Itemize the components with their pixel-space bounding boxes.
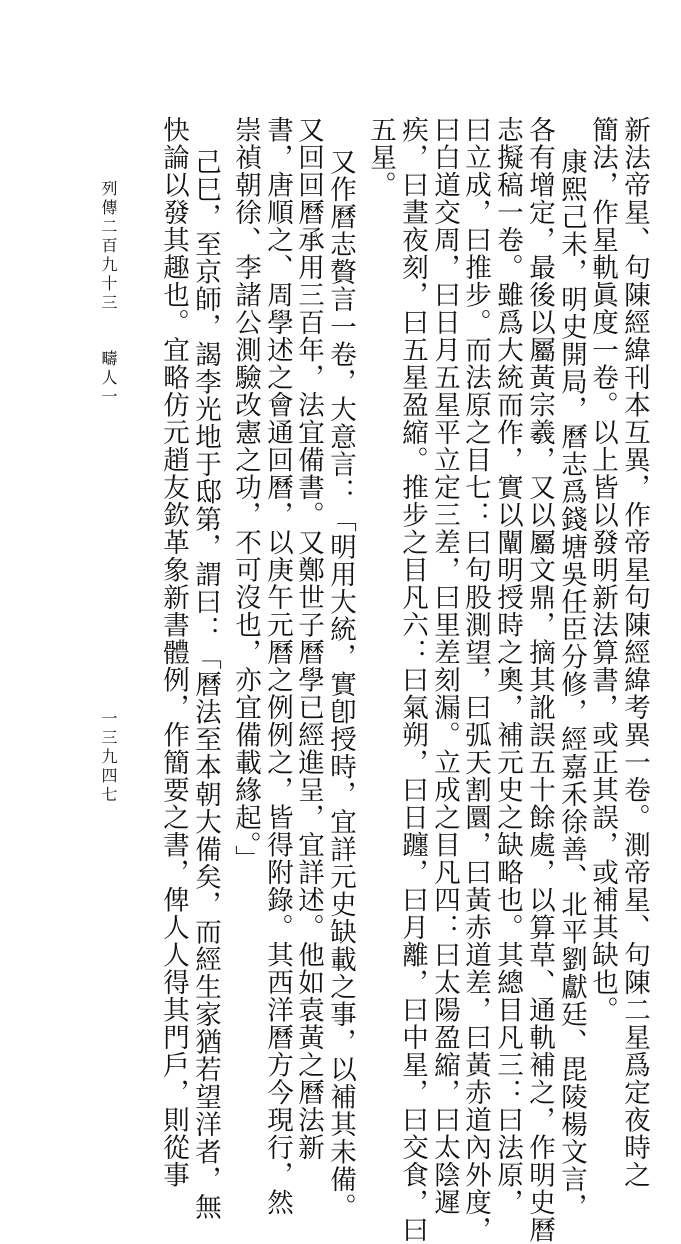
text-column: 疾，曰晝夜刻，曰五星盈縮。推步之目凡六：曰氣朔，曰日躔，曰月離，曰中星，曰交食，曰 — [397, 116, 428, 1244]
text-column: 曰白道交周，曰日月五星平立定三差，曰里差刻漏。立成之目凡四：曰太陽盈縮，曰太陰遲 — [429, 116, 460, 1216]
text-column: 書，唐順之、周學述之會通回曆，以庚午元曆之例例之，皆得附錄。其西洋曆方今現行，然 — [262, 116, 293, 1216]
text-column: 新法帝星、句陳經緯刊本互異，作帝星句陳經緯考異一卷。測帝星、句陳二星爲定夜時之 — [619, 116, 650, 1189]
text-column: 崇禎朝徐、李諸公測驗改憲之功，不可沒也，亦宜備載緣起。」 — [230, 116, 261, 873]
running-head-section: 列傳二百九十三 — [99, 180, 118, 313]
text-column: 各有增定，最後以屬黃宗羲，又以屬文鼎，摘其訛誤五十餘處，以算草、通軌補之，作明史曆 — [524, 116, 555, 1244]
text-column: 簡法，作星軌眞度一卷。以上皆以發明新法算書，或正其誤，或補其缺也。 — [587, 116, 618, 1024]
text-column: 己巳，至京師，謁李光地于邸第，謂曰：「曆法至本朝大備矣，而經生家猶若望洋者，無 — [190, 148, 221, 1221]
text-column: 快論以發其趣也。宜略仿元趙友欽革象新書體例，作簡要之書，俾人人得其門戶，則從事 — [158, 116, 189, 1189]
text-column: 又作曆志贅言一卷，大意言：「明用大統，實卽授時，宜詳元史缺載之事，以補其未備。 — [325, 148, 356, 1221]
text-column: 志擬稿一卷。雖爲大統而作，實以闡明授時之奧，補元史之缺略也。其總目凡三：曰法原， — [492, 116, 523, 1216]
text-column: 又回回曆承用三百年，法宜備書。又鄭世子曆學已經進呈，宜詳述。他如袁黃之曆法新 — [293, 116, 324, 1161]
text-column: 曰立成，曰推步。而法原之目七：曰句股測望，曰弧天割圜，曰黃赤道差，曰黃赤道內外度， — [460, 116, 491, 1244]
running-head-chapter: 疇人一 — [99, 350, 118, 407]
page-number: 一三九四七 — [99, 710, 118, 805]
text-column: 五星。 — [365, 116, 396, 199]
text-column: 康熙己未，明史開局，曆志爲錢塘吳任臣分修，經嘉禾徐善、北平劉獻廷、毘陵楊文言， — [556, 148, 587, 1221]
